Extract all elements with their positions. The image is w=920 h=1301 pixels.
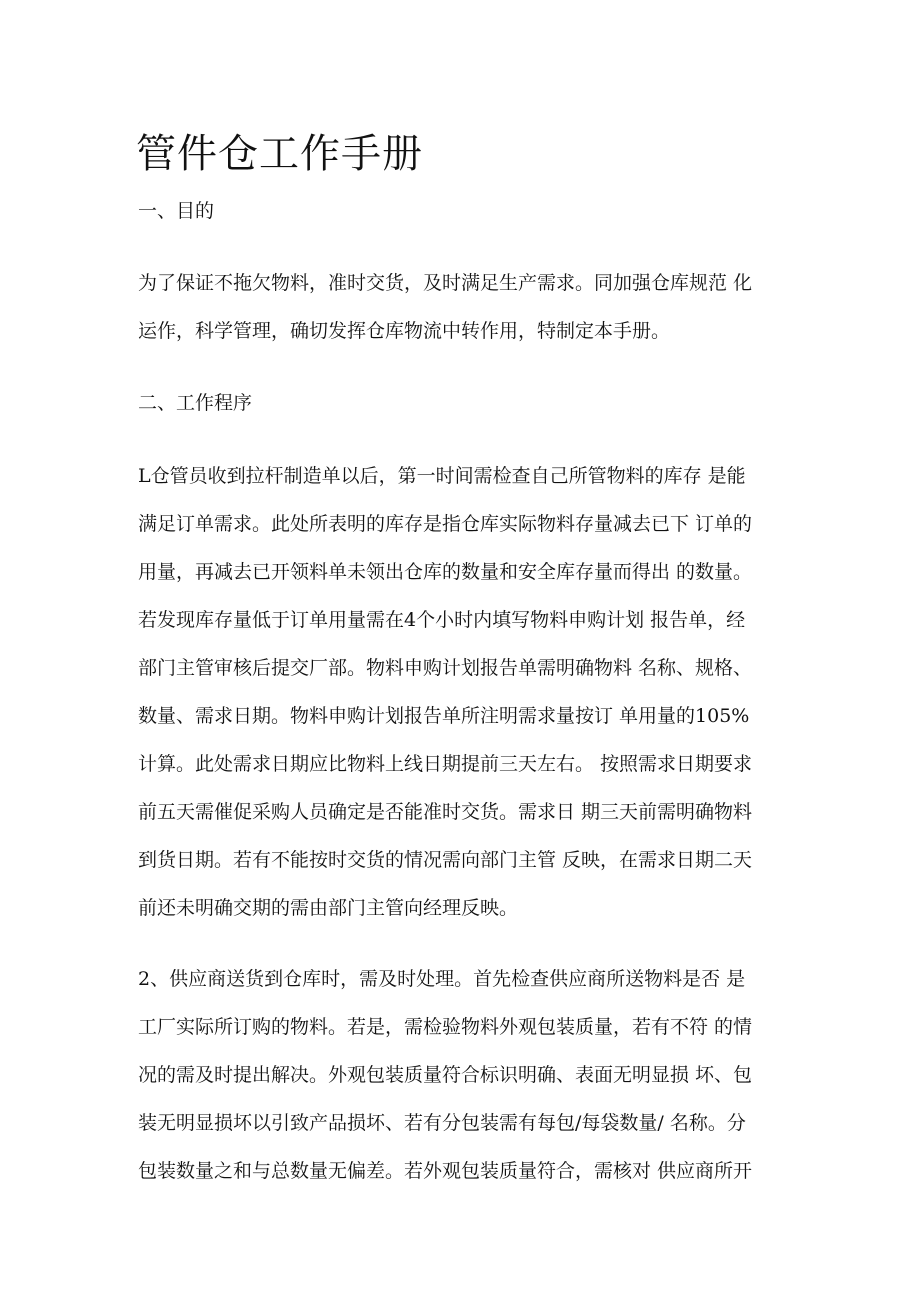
section-heading-purpose: 一、目的 — [138, 200, 215, 222]
paragraph-line: 装无明显损坏以引致产品损坏、若有分包装需有每包/每袋数量/ 名称。分 — [138, 1112, 746, 1134]
paragraph-line: 2、供应商送货到仓库时，需及时处理。首先检查供应商所送物料是否 是 — [138, 968, 746, 990]
paragraph-line: 用量，再减去已开领料单未领出仓库的数量和安全库存量而得出 的数量。 — [138, 561, 753, 583]
paragraph-line: L仓管员收到拉杆制造单以后，第一时间需检查自己所管物料的库存 是能 — [138, 465, 746, 487]
paragraph-line: 到货日期。若有不能按时交货的情况需向部门主管 反映，在需求日期二天 — [138, 849, 753, 871]
paragraph-line: 数量、需求日期。物料申购计划报告单所注明需求量按订 单用量的105% — [138, 705, 750, 727]
procedure-item-2 — [138, 955, 752, 1195]
paragraph-line: 为了保证不拖欠物料，准时交货，及时满足生产需求。同加强仓库规范 化 — [138, 272, 753, 294]
paragraph-line: 若发现库存量低于订单用量需在4个小时内填写物料申购计划 报告单，经 — [138, 609, 746, 631]
purpose-paragraph — [138, 259, 752, 355]
paragraph-line: 况的需及时提出解决。外观包装质量符合标识明确、表面无明显损 坏、包 — [138, 1064, 753, 1086]
procedure-item-1 — [138, 452, 752, 932]
paragraph-line: 满足订单需求。此处所表明的库存是指仓库实际物料存量减去已下 订单的 — [138, 513, 753, 535]
paragraph-line: 包装数量之和与总数量无偏差。若外观包装质量符合，需核对 供应商所开 — [138, 1160, 753, 1182]
paragraph-line: 前还未明确交期的需由部门主管向经理反映。 — [138, 897, 519, 919]
paragraph-line: 运作，科学管理，确切发挥仓库物流中转作用，特制定本手册。 — [138, 320, 671, 342]
paragraph-line: 计算。此处需求日期应比物料上线日期提前三天左右。 按照需求日期要求 — [138, 753, 753, 775]
section-heading-procedure: 二、工作程序 — [138, 392, 253, 414]
paragraph-line: 前五天需催促采购人员确定是否能准时交货。需求日 期三天前需明确物料 — [138, 801, 753, 823]
paragraph-line: 部门主管审核后提交厂部。物料申购计划报告单需明确物料 名称、规格、 — [138, 657, 753, 679]
document-title: 管件仓工作手册 — [136, 131, 423, 177]
paragraph-line: 工厂实际所订购的物料。若是，需检验物料外观包装质量，若有不符 的情 — [138, 1016, 753, 1038]
